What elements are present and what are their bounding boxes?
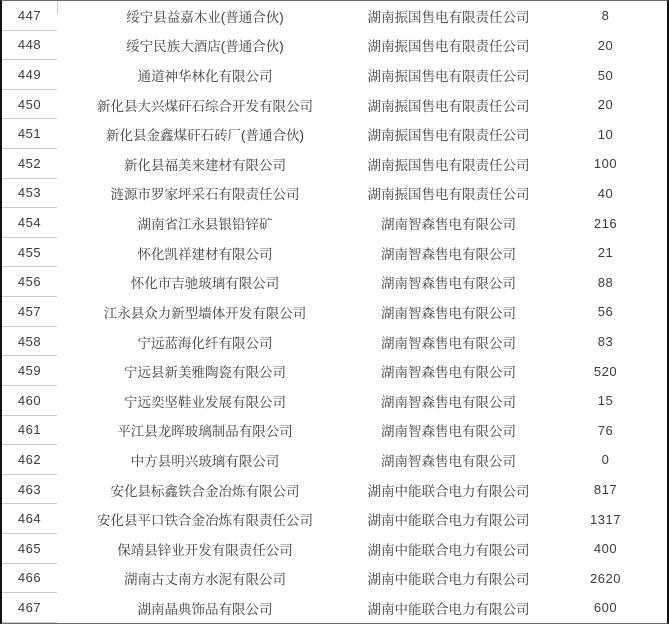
table-row	[2, 475, 667, 505]
table-row	[2, 297, 667, 327]
company-name-cell: 新化县大兴煤矸石综合开发有限公司	[97, 98, 313, 114]
table-row	[2, 149, 667, 179]
table-row	[2, 504, 667, 534]
row-number-cell: 458	[2, 327, 57, 357]
company-name-cell: 绥宁县益嘉木业(普通合伙)	[126, 9, 284, 25]
table-row	[2, 564, 667, 594]
company-name-cell: 湖南古丈南方水泥有限公司	[124, 572, 286, 588]
company-name-cell: 湖南晶典饰品有限公司	[137, 601, 273, 617]
table-row	[2, 593, 667, 623]
company-name-cell: 安化县平口铁合金冶炼有限责任公司	[97, 513, 313, 529]
row-number-cell: 448	[2, 31, 57, 61]
table-row	[2, 445, 667, 475]
row-number-cell: 461	[2, 416, 57, 446]
companies-table	[2, 1, 667, 623]
value-cell: 400	[593, 541, 618, 557]
value-cell: 40	[597, 185, 614, 201]
value-cell: 50	[597, 67, 614, 83]
row-number-cell: 463	[2, 475, 57, 505]
value-cell: 2620	[590, 570, 621, 586]
seller-company-cell: 湖南智森售电有限公司	[381, 453, 516, 469]
company-name-cell: 新化县金鑫煤矸石砖厂(普通合伙)	[106, 128, 304, 144]
value-cell: 520	[593, 363, 618, 379]
company-name-cell: 宁远县新美雅陶瓷有限公司	[124, 365, 286, 381]
row-number-cell: 447	[2, 1, 57, 31]
value-cell: 600	[593, 600, 618, 616]
company-name-cell: 怀化凯祥建材有限公司	[137, 246, 273, 262]
company-name-cell: 中方县明兴玻璃有限公司	[130, 453, 280, 469]
value-cell: 8	[601, 8, 610, 24]
row-number-cell: 462	[2, 445, 57, 475]
seller-company-cell: 湖南振国售电有限责任公司	[367, 157, 530, 173]
number-column-border-stub	[57, 1, 58, 14]
row-number-cell: 451	[2, 119, 57, 149]
seller-company-cell: 湖南智森售电有限公司	[381, 305, 516, 321]
company-name-cell: 宁远奕坚鞋业发展有限公司	[124, 394, 286, 410]
value-cell: 216	[593, 215, 618, 231]
row-number-cell: 464	[2, 504, 57, 534]
value-cell: 1317	[590, 511, 621, 527]
seller-company-cell: 湖南智森售电有限公司	[381, 276, 516, 292]
company-name-cell: 保靖县锌业开发有限责任公司	[117, 542, 293, 558]
row-number-cell: 453	[2, 179, 57, 209]
row-number-cell: 449	[2, 60, 57, 90]
seller-company-cell: 湖南智森售电有限公司	[381, 246, 516, 262]
row-number-cell: 459	[2, 356, 57, 386]
row-number-cell: 455	[2, 238, 57, 268]
value-cell: 20	[597, 97, 614, 113]
value-cell: 20	[597, 37, 614, 53]
row-number-cell: 450	[2, 90, 57, 120]
value-cell: 76	[597, 422, 614, 438]
company-name-cell: 平江县龙晖玻璃制品有限公司	[117, 424, 293, 440]
seller-company-cell: 湖南振国售电有限责任公司	[367, 98, 530, 114]
company-name-cell: 宁远蓝海化纤有限公司	[137, 335, 273, 351]
table-row	[2, 31, 667, 61]
table-row	[2, 534, 667, 564]
value-cell: 100	[593, 156, 618, 172]
company-name-cell: 涟源市罗家坪采石有限责任公司	[110, 187, 300, 203]
company-name-cell: 新化县福美来建材有限公司	[124, 157, 286, 173]
table-row	[2, 119, 667, 149]
value-cell: 88	[597, 274, 614, 290]
row-number-cell: 467	[2, 593, 57, 623]
table-row	[2, 416, 667, 446]
seller-company-cell: 湖南中能联合电力有限公司	[367, 542, 530, 558]
table-row	[2, 60, 667, 90]
table-row	[2, 386, 667, 416]
value-cell: 15	[597, 393, 614, 409]
table-row	[2, 327, 667, 357]
row-number-cell: 457	[2, 297, 57, 327]
table-row	[2, 356, 667, 386]
seller-company-cell: 湖南中能联合电力有限公司	[367, 601, 530, 617]
table-row	[2, 208, 667, 238]
value-cell: 0	[601, 452, 610, 468]
table-row	[2, 267, 667, 297]
company-name-cell: 绥宁民族大酒店(普通合伙)	[126, 39, 284, 55]
table-row	[2, 1, 667, 31]
value-cell: 56	[597, 304, 614, 320]
company-name-cell: 怀化市吉驰玻璃有限公司	[130, 276, 280, 292]
company-name-cell: 通道神华林化有限公司	[137, 69, 273, 85]
company-name-cell: 安化县标鑫铁合金冶炼有限公司	[110, 483, 300, 499]
seller-company-cell: 湖南智森售电有限公司	[381, 365, 516, 381]
seller-company-cell: 湖南振国售电有限责任公司	[367, 69, 530, 85]
row-number-cell: 456	[2, 267, 57, 297]
row-number-cell: 465	[2, 534, 57, 564]
seller-company-cell: 湖南振国售电有限责任公司	[367, 128, 530, 144]
row-number-cell: 454	[2, 208, 57, 238]
seller-company-cell: 湖南中能联合电力有限公司	[367, 513, 530, 529]
seller-company-cell: 湖南中能联合电力有限公司	[367, 572, 530, 588]
seller-company-cell: 湖南振国售电有限责任公司	[367, 9, 530, 25]
seller-company-cell: 湖南智森售电有限公司	[381, 424, 516, 440]
seller-company-cell: 湖南振国售电有限责任公司	[367, 39, 530, 55]
seller-company-cell: 湖南中能联合电力有限公司	[367, 483, 530, 499]
table-row	[2, 90, 667, 120]
seller-company-cell: 湖南智森售电有限公司	[381, 335, 516, 351]
value-cell: 10	[597, 126, 614, 142]
seller-company-cell: 湖南智森售电有限公司	[381, 217, 516, 233]
value-cell: 83	[597, 334, 614, 349]
company-name-cell: 江永县众力新型墙体开发有限公司	[103, 305, 307, 321]
table-row	[2, 238, 667, 268]
value-cell: 817	[593, 482, 618, 498]
row-number-cell: 466	[2, 564, 57, 594]
seller-company-cell: 湖南振国售电有限责任公司	[367, 187, 530, 203]
seller-company-cell: 湖南智森售电有限公司	[381, 394, 516, 410]
company-name-cell: 湖南省江永县银铅锌矿	[137, 217, 273, 233]
table-row	[2, 179, 667, 209]
row-number-cell: 460	[2, 386, 57, 416]
value-cell: 21	[597, 245, 614, 261]
row-number-cell: 452	[2, 149, 57, 179]
